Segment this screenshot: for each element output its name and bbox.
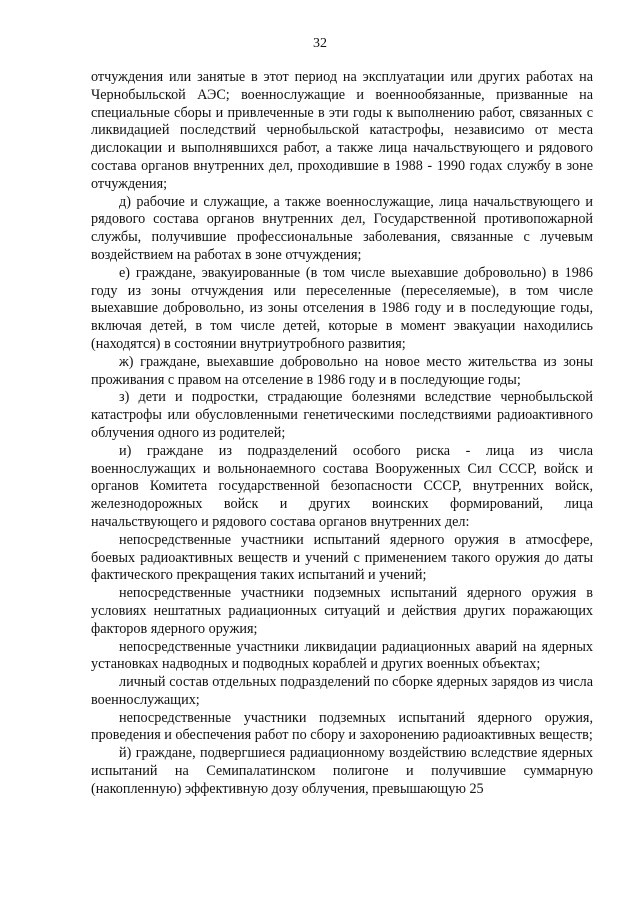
paragraph-subitem-underground-tests-disposal: непосредственные участники подземных испытаний ядерного оружия, проведения и обеспечения работ по сбору и захоронению радиоактивных веществ; — [91, 709, 593, 744]
document-body — [91, 69, 593, 799]
paragraph-item-i: и) граждане из подразделений особого риска - лица из числа военнослужащих и вольнонаемного состава Вооруженных Сил СССР, войск и органов Комитета государственной безопасности СССР, внутренних войск, железнодорожных войск и других воинских формирований, лица начальствующего и рядового состава органов внутренних дел: — [91, 442, 593, 530]
paragraph-subitem-assembly-units: личный состав отдельных подразделений по сборке ядерных зарядов из числа военнослужащих; — [91, 674, 593, 708]
paragraph-item-d: д) рабочие и служащие, а также военнослужащие, лица начальствующего и рядового состава органов внутренних дел, Государственной противопожарной службы, получившие профессиональные заболевания, связанные с лучевым воздействием на работах в зоне отчуждения; — [91, 193, 593, 263]
paragraph-item-z: з) дети и подростки, страдающие болезнями вследствие чернобыльской катастрофы или обусловленными генетическими последствиями радиоактивного облучения одного из родителей; — [91, 389, 593, 441]
paragraph-item-j: й) граждане, подвергшиеся радиационному воздействию вследствие ядерных испытаний на Семипалатинском полигоне и получившие суммарную (накопленную) эффективную дозу облучения, превышающую 25 — [91, 745, 593, 797]
paragraph-subitem-underground-tests-emergency: непосредственные участники подземных испытаний ядерного оружия в условиях нештатных радиационных ситуаций и действия других поражающих факторов ядерного оружия; — [91, 585, 593, 637]
page-number: 32 — [313, 36, 327, 51]
paragraph-item-zh: ж) граждане, выехавшие добровольно на новое место жительства из зоны проживания с правом на отселение в 1986 году и в последующие годы; — [91, 353, 593, 388]
paragraph-item-e: е) граждане, эвакуированные (в том числе выехавшие добровольно) в 1986 году из зоны отчуждения или переселенные (переселяемые), в том числе выехавшие добровольно, из зоны отселения в 1986 году и в последующие годы, включая детей, в том числе детей, которые в момент эвакуации находились (находятся) в состоянии внутриутробного развития; — [91, 264, 593, 352]
paragraph-continuation: отчуждения или занятые в этот период на эксплуатации или других работах на Чернобыльской АЭС; военнослужащие и военнообязанные, призванные на специальные сборы и привлеченные в эти годы к выполнению работ, связанных с ликвидацией последствий чернобыльской катастрофы, независимо от места дислокации и выполнявшихся работ, а также лица начальствующего и рядового состава органов внутренних дел, проходившие в 1988 - 1990 годах службу в зоне отчуждения; — [91, 69, 593, 192]
paragraph-subitem-accident-liquidation: непосредственные участники ликвидации радиационных аварий на ядерных установках надводных и подводных кораблей и других военных объектах; — [91, 638, 593, 673]
paragraph-subitem-atmospheric-tests: непосредственные участники испытаний ядерного оружия в атмосфере, боевых радиоактивных веществ и учений с применением такого оружия до даты фактического прекращения таких испытаний и учений; — [91, 531, 593, 584]
